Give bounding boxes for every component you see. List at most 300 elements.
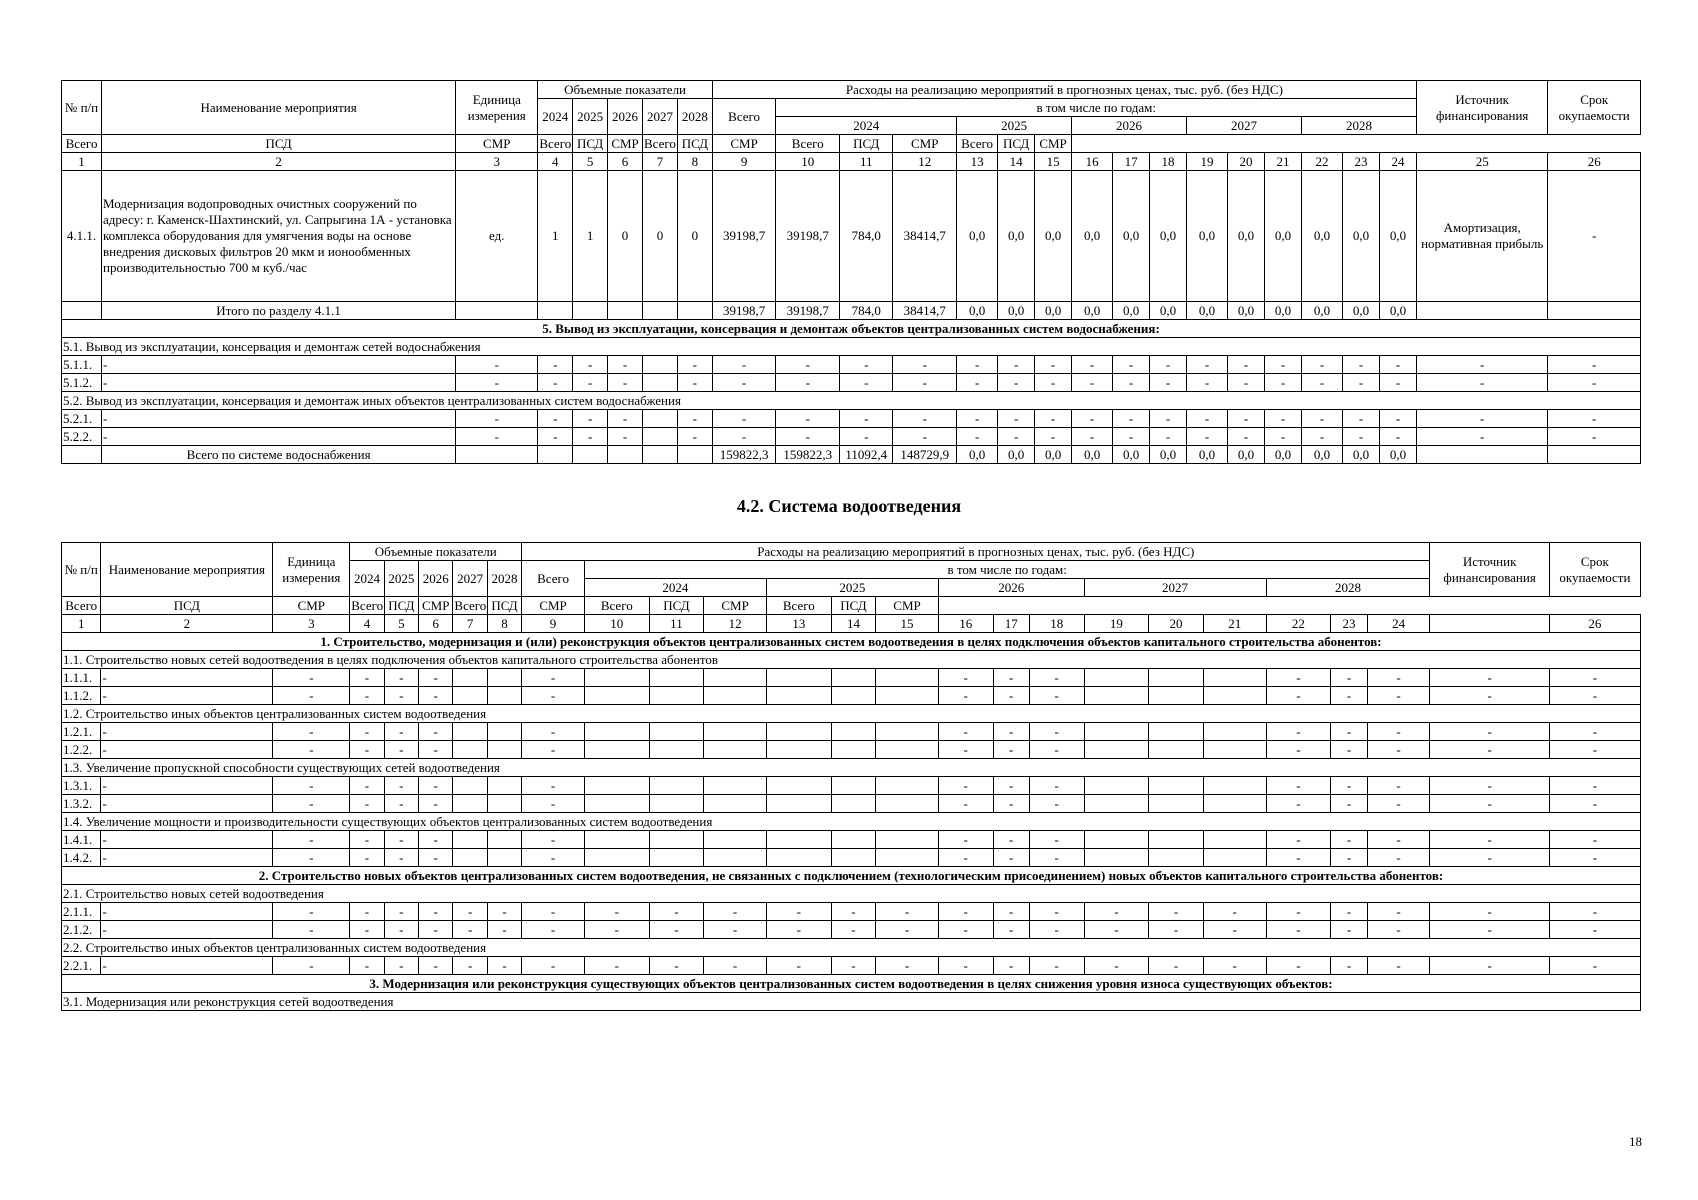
subtotal-cost: 0,0 — [1301, 302, 1342, 320]
column-number: 21 — [1265, 153, 1302, 171]
table-cell — [453, 669, 487, 687]
row-value: - — [1035, 410, 1072, 428]
row-value: - — [998, 356, 1035, 374]
subsection-heading: 5.1. Вывод из эксплуатации, консервация и демонтаж сетей водоснабжения — [62, 338, 1641, 356]
row-value: - — [1029, 957, 1084, 975]
row-value: - — [522, 777, 585, 795]
table-row — [62, 669, 1641, 687]
grand-total-row — [62, 446, 1641, 464]
subtotal-cost: 0,0 — [1113, 302, 1150, 320]
row-value: - — [384, 795, 418, 813]
row-value: - — [704, 921, 767, 939]
row-value: - — [1187, 356, 1228, 374]
table-cell — [1149, 741, 1204, 759]
table-cell — [766, 723, 831, 741]
item-volume: 0 — [608, 171, 643, 302]
row-value: - — [350, 831, 384, 849]
row-value: - — [831, 903, 876, 921]
column-number: 15 — [1035, 153, 1072, 171]
row-value: - — [419, 669, 453, 687]
row-payback: - — [1549, 741, 1640, 759]
row-name: - — [101, 669, 273, 687]
row-value: - — [538, 374, 573, 392]
table-cell — [704, 849, 767, 867]
row-num: 1.2.1. — [62, 723, 101, 741]
table-row — [62, 428, 1641, 446]
row-value: - — [1301, 374, 1342, 392]
row-unit: - — [273, 723, 350, 741]
row-value: - — [957, 428, 998, 446]
table-cell — [1203, 741, 1266, 759]
row-unit: - — [456, 374, 538, 392]
table-cell — [643, 356, 678, 374]
header-row — [62, 135, 1641, 153]
row-unit: - — [273, 741, 350, 759]
table-row — [62, 831, 1641, 849]
row-value: - — [1029, 849, 1084, 867]
header-unit: Единица измерения — [456, 81, 538, 135]
row-value: - — [677, 374, 712, 392]
row-value: - — [1331, 849, 1367, 867]
row-value: - — [538, 356, 573, 374]
row-value: - — [712, 374, 776, 392]
header-row — [62, 543, 1641, 561]
row-unit: - — [273, 687, 350, 705]
table-cell — [453, 723, 487, 741]
row-value: - — [1367, 723, 1430, 741]
column-number: 9 — [712, 153, 776, 171]
table-cell — [584, 831, 649, 849]
row-source: - — [1430, 741, 1549, 759]
row-value: - — [1187, 428, 1228, 446]
row-unit: - — [273, 831, 350, 849]
row-value: - — [1113, 428, 1150, 446]
row-num: 1.4.2. — [62, 849, 101, 867]
row-payback: - — [1549, 687, 1640, 705]
column-number: 17 — [993, 615, 1029, 633]
row-value: - — [522, 849, 585, 867]
row-value: - — [1150, 356, 1187, 374]
subsection-row — [62, 993, 1641, 1011]
row-value: - — [522, 687, 585, 705]
row-value: - — [1084, 903, 1149, 921]
row-payback: - — [1549, 669, 1640, 687]
table-cell — [584, 723, 649, 741]
row-value: - — [384, 687, 418, 705]
row-value: - — [1343, 410, 1380, 428]
row-value: - — [384, 849, 418, 867]
table-cell — [643, 410, 678, 428]
column-number: 25 — [1417, 153, 1548, 171]
column-number: 23 — [1331, 615, 1367, 633]
column-number: 24 — [1380, 153, 1417, 171]
table-cell — [831, 849, 876, 867]
column-number: 6 — [419, 615, 453, 633]
table-cell — [704, 687, 767, 705]
row-name: - — [102, 428, 456, 446]
row-value: - — [522, 741, 585, 759]
table-cell — [643, 302, 678, 320]
row-value: - — [1266, 957, 1331, 975]
row-value: - — [522, 669, 585, 687]
row-value: - — [538, 428, 573, 446]
row-value: - — [993, 921, 1029, 939]
header-sub: Всего — [62, 135, 102, 153]
subsection-heading: 3.1. Модернизация или реконструкция сетей водоотведения — [62, 993, 1641, 1011]
row-value: - — [1331, 741, 1367, 759]
row-value: - — [1150, 374, 1187, 392]
item-num: 4.1.1. — [62, 171, 102, 302]
row-unit: - — [456, 428, 538, 446]
section-heading: 5. Вывод из эксплуатации, консервация и демонтаж объектов централизованных систем водоснабжения: — [62, 320, 1641, 338]
row-value: - — [350, 723, 384, 741]
row-num: 5.1.1. — [62, 356, 102, 374]
item-cost: 0,0 — [1072, 171, 1113, 302]
row-value: - — [957, 374, 998, 392]
column-number-row — [62, 153, 1641, 171]
table-cell — [876, 669, 939, 687]
row-value: - — [938, 831, 993, 849]
row-payback: - — [1549, 903, 1640, 921]
section-heading: 1. Строительство, модернизация и (или) реконструкция объектов централизованных систем водоотведения в целях подключения объектов капитального строительства абонентов: — [62, 633, 1641, 651]
header-volume: Объемные показатели — [350, 543, 522, 561]
header-sub: ПСД — [998, 135, 1035, 153]
table-cell — [1084, 741, 1149, 759]
subsection-heading: 1.2. Строительство иных объектов централизованных систем водоотведения — [62, 705, 1641, 723]
table-row — [62, 410, 1641, 428]
row-value: - — [712, 410, 776, 428]
header-volume-year: 2026 — [608, 99, 643, 135]
header-unit: Единица измерения — [273, 543, 350, 597]
table-cell — [1203, 669, 1266, 687]
table-cell — [1417, 446, 1548, 464]
row-value: - — [608, 428, 643, 446]
row-value: - — [1343, 428, 1380, 446]
section-row — [62, 633, 1641, 651]
row-value: - — [766, 903, 831, 921]
header-volume-year: 2027 — [453, 561, 487, 597]
row-value: - — [573, 410, 608, 428]
row-value: - — [573, 374, 608, 392]
subtotal-cost: 0,0 — [1187, 302, 1228, 320]
row-value: - — [1266, 777, 1331, 795]
row-num: 5.1.2. — [62, 374, 102, 392]
row-source: - — [1417, 356, 1548, 374]
table-row — [62, 795, 1641, 813]
table-cell — [487, 669, 521, 687]
table-cell — [766, 849, 831, 867]
table-row — [62, 777, 1641, 795]
row-value: - — [384, 957, 418, 975]
table-cell — [453, 831, 487, 849]
row-unit: - — [273, 795, 350, 813]
row-value: - — [350, 777, 384, 795]
row-value: - — [1228, 374, 1265, 392]
section-title: 4.2. Система водоотведения — [736, 496, 962, 516]
grand-total-cost: 0,0 — [998, 446, 1035, 464]
table-cell — [1149, 831, 1204, 849]
row-payback: - — [1548, 428, 1641, 446]
row-value: - — [384, 777, 418, 795]
header-total: Всего — [522, 561, 585, 597]
column-number: 14 — [831, 615, 876, 633]
header-row — [62, 597, 1641, 615]
row-value: - — [957, 410, 998, 428]
table-cell — [1149, 669, 1204, 687]
header-sub: СМР — [1035, 135, 1072, 153]
subsection-row — [62, 885, 1641, 903]
row-value: - — [1266, 831, 1331, 849]
row-value: - — [608, 374, 643, 392]
row-num: 5.2.2. — [62, 428, 102, 446]
row-value: - — [1367, 669, 1430, 687]
row-name: - — [101, 777, 273, 795]
grand-total-cost: 0,0 — [1301, 446, 1342, 464]
header-volume-year: 2025 — [384, 561, 418, 597]
row-num: 2.1.1. — [62, 903, 101, 921]
header-sub: СМР — [419, 597, 453, 615]
row-value: - — [776, 410, 840, 428]
table-row — [62, 849, 1641, 867]
row-value: - — [1301, 428, 1342, 446]
subtotal-cost: 38414,7 — [893, 302, 957, 320]
table-cell — [766, 777, 831, 795]
row-value: - — [487, 957, 521, 975]
row-value: - — [1149, 903, 1204, 921]
table-cell — [831, 669, 876, 687]
table-cell — [487, 723, 521, 741]
header-cost-year: 2027 — [1084, 579, 1266, 597]
row-value: - — [350, 849, 384, 867]
row-value: - — [938, 687, 993, 705]
table-cell — [1084, 723, 1149, 741]
row-value: - — [704, 903, 767, 921]
header-sub: СМР — [456, 135, 538, 153]
table-cell — [1203, 831, 1266, 849]
column-number: 19 — [1084, 615, 1149, 633]
table-cell — [1203, 777, 1266, 795]
row-value: - — [893, 410, 957, 428]
row-num: 1.3.1. — [62, 777, 101, 795]
row-payback: - — [1548, 410, 1641, 428]
row-name: - — [101, 921, 273, 939]
row-value: - — [957, 356, 998, 374]
header-sub: ПСД — [487, 597, 521, 615]
row-value: - — [776, 356, 840, 374]
grand-total-cost: 148729,9 — [893, 446, 957, 464]
row-value: - — [1029, 777, 1084, 795]
row-num: 1.3.2. — [62, 795, 101, 813]
row-value: - — [993, 903, 1029, 921]
table-cell — [456, 446, 538, 464]
row-value: - — [893, 374, 957, 392]
row-value: - — [993, 831, 1029, 849]
grand-total-cost: 0,0 — [1228, 446, 1265, 464]
row-value: - — [273, 903, 350, 921]
table-cell — [831, 723, 876, 741]
table-cell — [831, 795, 876, 813]
row-value: - — [1187, 374, 1228, 392]
row-name: - — [101, 849, 273, 867]
row-value: - — [1072, 356, 1113, 374]
row-source: - — [1430, 777, 1549, 795]
table-cell — [453, 795, 487, 813]
grand-total-cost: 0,0 — [1187, 446, 1228, 464]
column-number: 7 — [453, 615, 487, 633]
item-volume: 1 — [573, 171, 608, 302]
table-cell — [704, 795, 767, 813]
section-heading: 2. Строительство новых объектов централизованных систем водоотведения, не связанных с подключением (технологическим присоединением) новых объектов капитального строительства абонентов: — [62, 867, 1641, 885]
section-heading: 3. Модернизация или реконструкция существующих объектов централизованных систем водоотведения в целях снижения уровня износа существующих объектов: — [62, 975, 1641, 993]
table-cell — [538, 446, 573, 464]
table-row — [62, 741, 1641, 759]
row-name: - — [101, 903, 273, 921]
table-cell — [1149, 795, 1204, 813]
column-number: 18 — [1150, 153, 1187, 171]
row-payback: - — [1549, 831, 1640, 849]
row-value: - — [1331, 669, 1367, 687]
column-number: 10 — [776, 153, 840, 171]
row-value: - — [1029, 741, 1084, 759]
row-value: - — [1072, 374, 1113, 392]
row-value: - — [1367, 957, 1430, 975]
table-row — [62, 957, 1641, 975]
row-value: - — [1380, 356, 1417, 374]
row-value: - — [1266, 669, 1331, 687]
row-value: - — [1301, 356, 1342, 374]
item-cost: 0,0 — [1380, 171, 1417, 302]
row-value: - — [649, 903, 704, 921]
header-sub: ПСД — [677, 135, 712, 153]
table-row — [62, 374, 1641, 392]
row-value: - — [1331, 903, 1367, 921]
row-value: - — [608, 410, 643, 428]
row-name: - — [101, 957, 273, 975]
row-source: - — [1430, 831, 1549, 849]
table-cell — [876, 777, 939, 795]
row-source: - — [1417, 410, 1548, 428]
row-value: - — [1266, 921, 1331, 939]
row-value: - — [938, 795, 993, 813]
header-sub: СМР — [522, 597, 585, 615]
table-cell — [876, 831, 939, 849]
section-row — [62, 867, 1641, 885]
row-value: - — [573, 428, 608, 446]
grand-total-cost: 0,0 — [1072, 446, 1113, 464]
row-source: - — [1417, 428, 1548, 446]
column-number: 26 — [1549, 615, 1640, 633]
row-value: - — [419, 957, 453, 975]
table-row — [62, 723, 1641, 741]
subtotal-cost: 0,0 — [1150, 302, 1187, 320]
row-value: - — [876, 921, 939, 939]
row-value: - — [273, 921, 350, 939]
grand-total-label: Всего по системе водоснабжения — [102, 446, 456, 464]
row-value: - — [1265, 374, 1302, 392]
row-value: - — [1029, 669, 1084, 687]
row-unit: - — [273, 669, 350, 687]
row-value: - — [1084, 957, 1149, 975]
grand-total-cost: 0,0 — [1113, 446, 1150, 464]
header-sub: СМР — [893, 135, 957, 153]
row-payback: - — [1549, 957, 1640, 975]
header-cost-year: 2024 — [776, 117, 957, 135]
row-value: - — [1343, 356, 1380, 374]
row-source: - — [1430, 669, 1549, 687]
header-cost-year: 2027 — [1187, 117, 1302, 135]
header-cost-year: 2025 — [957, 117, 1072, 135]
item-volume: 1 — [538, 171, 573, 302]
table-cell — [1203, 795, 1266, 813]
table-cell — [1084, 669, 1149, 687]
subtotal-row — [62, 302, 1641, 320]
item-cost: 39198,7 — [776, 171, 840, 302]
item-cost: 0,0 — [1228, 171, 1265, 302]
row-value: - — [840, 356, 893, 374]
row-value: - — [1331, 687, 1367, 705]
header-source: Источник финансирования — [1430, 543, 1549, 597]
row-value: - — [384, 669, 418, 687]
row-value: - — [677, 428, 712, 446]
row-value: - — [1029, 723, 1084, 741]
column-number: 2 — [102, 153, 456, 171]
header-sub: ПСД — [384, 597, 418, 615]
column-number: 4 — [350, 615, 384, 633]
row-value: - — [1266, 741, 1331, 759]
table-cell — [831, 831, 876, 849]
row-value: - — [350, 795, 384, 813]
table-row — [62, 921, 1641, 939]
grand-total-cost: 0,0 — [1150, 446, 1187, 464]
subsection-row — [62, 813, 1641, 831]
column-number: 22 — [1266, 615, 1331, 633]
header-sub: ПСД — [101, 597, 273, 615]
row-value: - — [840, 410, 893, 428]
row-value: - — [419, 777, 453, 795]
table-cell — [766, 669, 831, 687]
row-value: - — [1228, 410, 1265, 428]
row-num: 5.2.1. — [62, 410, 102, 428]
subtotal-cost: 0,0 — [1265, 302, 1302, 320]
subsection-row — [62, 759, 1641, 777]
row-value: - — [938, 957, 993, 975]
column-number: 18 — [1029, 615, 1084, 633]
table-row — [62, 356, 1641, 374]
column-number: 3 — [456, 153, 538, 171]
column-number: 11 — [840, 153, 893, 171]
row-source: - — [1430, 795, 1549, 813]
table-cell — [584, 741, 649, 759]
row-name: - — [101, 723, 273, 741]
section-row — [62, 975, 1641, 993]
table-cell — [649, 741, 704, 759]
column-number: 19 — [1187, 153, 1228, 171]
header-sub: ПСД — [840, 135, 893, 153]
row-value: - — [453, 957, 487, 975]
table-cell — [704, 669, 767, 687]
row-value: - — [998, 410, 1035, 428]
row-value: - — [993, 741, 1029, 759]
header-sub: Всего — [776, 135, 840, 153]
table-cell — [453, 849, 487, 867]
column-number: 1 — [62, 615, 101, 633]
column-number: 20 — [1228, 153, 1265, 171]
header-volume-year: 2028 — [677, 99, 712, 135]
row-value: - — [522, 957, 585, 975]
column-number: 23 — [1343, 153, 1380, 171]
row-value: - — [573, 356, 608, 374]
row-source: - — [1430, 921, 1549, 939]
